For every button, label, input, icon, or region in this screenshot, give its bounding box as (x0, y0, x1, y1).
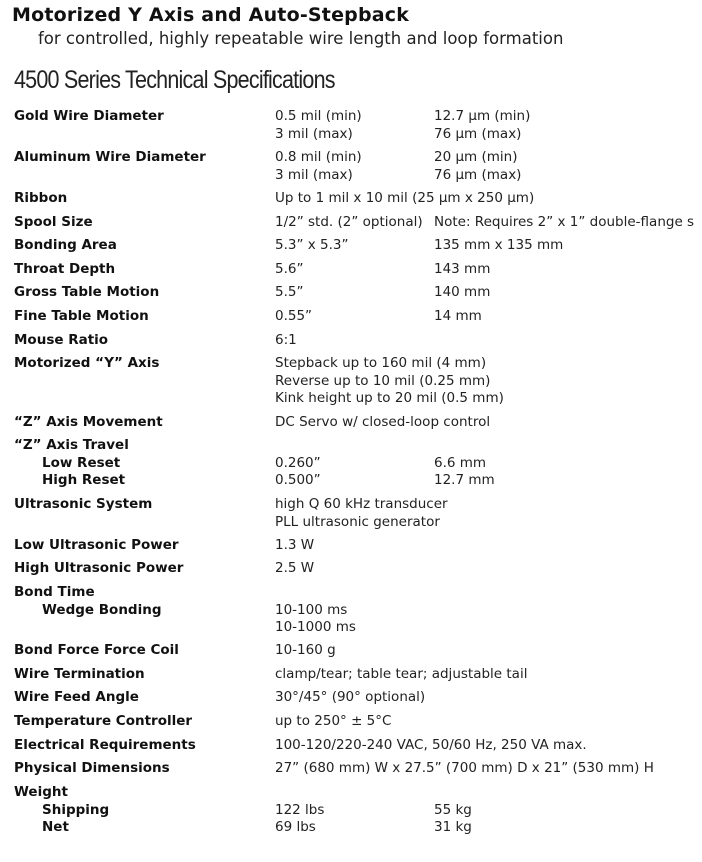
spec-label: Electrical Requirements (14, 737, 196, 753)
spec-value: 27” (680 mm) W x 27.5” (700 mm) D x 21” (530 mm) H (275, 760, 654, 776)
spec-sublabel: Net (42, 819, 69, 835)
spec-sublabel: High Reset (42, 472, 126, 488)
spec-value-metric: 20 µm (min) 76 µm (max) (434, 149, 522, 183)
spec-label: Low Ultrasonic Power (14, 537, 179, 553)
spec-value: 2.5 W (275, 560, 315, 576)
spec-value: 1/2” std. (2” optional) (275, 214, 423, 230)
spec-label: High Ultrasonic Power (14, 560, 184, 576)
spec-value: Stepback up to 160 mil (4 mm) Reverse up to 10 mil (0.25 mm) Kink height up to 20 mil (0.5 mm) (275, 355, 504, 406)
spec-value: clamp/tear; table tear; adjustable tail (275, 666, 528, 682)
spec-label: Wire Termination (14, 666, 145, 682)
spec-value-imperial: 122 lbs 69 lbs (275, 801, 325, 835)
spec-value: Up to 1 mil x 10 mil (25 µm x 250 µm) (275, 190, 535, 206)
spec-label: Bond Time Wedge Bonding (14, 584, 162, 618)
spec-value-metric: 135 mm x 135 mm (434, 237, 564, 253)
spec-label: Mouse Ratio (14, 332, 109, 348)
page-heading: Motorized Y Axis and Auto-Stepback (12, 4, 410, 26)
spec-value: 6:1 (275, 332, 297, 348)
spec-value-imperial: 5.6” (275, 261, 304, 277)
spec-label: “Z” Axis Travel Low Reset High Reset (14, 437, 129, 488)
spec-note: Note: Requires 2” x 1” double-flange s (434, 214, 695, 230)
spec-label: Bond Force Force Coil (14, 642, 179, 658)
spec-value-imperial: 5.3” x 5.3” (275, 237, 349, 253)
spec-value-metric: 143 mm (434, 261, 491, 277)
series-title: 4500 Series Technical Specifications (14, 66, 335, 94)
spec-sublabel: Wedge Bonding (42, 601, 162, 618)
spec-label: Ribbon (14, 190, 68, 206)
spec-value: 10-160 g (275, 642, 336, 658)
spec-value: high Q 60 kHz transducer PLL ultrasonic generator (275, 496, 448, 530)
spec-sublabel: Shipping (42, 801, 110, 818)
spec-value: up to 250° ± 5°C (275, 713, 392, 729)
spec-value-imperial: 0.5 mil (min) 3 mil (max) (275, 108, 362, 142)
spec-label: Fine Table Motion (14, 308, 149, 324)
spec-label: Ultrasonic System (14, 496, 153, 512)
spec-value-metric: 14 mm (434, 308, 482, 324)
spec-value-imperial: 5.5” (275, 284, 304, 300)
spec-value-imperial: 0.55” (275, 308, 313, 324)
spec-label: Motorized “Y” Axis (14, 355, 160, 371)
spec-value-metric: 55 kg 31 kg (434, 801, 472, 835)
spec-label: “Z” Axis Movement (14, 414, 163, 430)
spec-label: Gross Table Motion (14, 284, 160, 300)
spec-value-metric: 140 mm (434, 284, 491, 300)
spec-value: 10-100 ms 10-1000 ms (275, 601, 356, 635)
spec-label: Weight Shipping Net (14, 784, 110, 835)
spec-label: Aluminum Wire Diameter (14, 149, 206, 165)
spec-label: Physical Dimensions (14, 760, 170, 776)
spec-value: 100-120/220-240 VAC, 50/60 Hz, 250 VA max. (275, 737, 587, 753)
page-subheading: for controlled, highly repeatable wire length and loop formation (38, 29, 564, 48)
spec-label: Spool Size (14, 214, 93, 230)
spec-label: Bonding Area (14, 237, 117, 253)
spec-label: Temperature Controller (14, 713, 193, 729)
spec-value-metric: 6.6 mm 12.7 mm (434, 454, 495, 488)
spec-label: Throat Depth (14, 261, 116, 277)
spec-value-imperial: 0.8 mil (min) 3 mil (max) (275, 149, 362, 183)
spec-value: 30°/45° (90° optional) (275, 689, 426, 705)
spec-value: 1.3 W (275, 537, 315, 553)
spec-value: DC Servo w/ closed-loop control (275, 414, 491, 430)
spec-value-metric: 12.7 µm (min) 76 µm (max) (434, 108, 531, 142)
spec-sublabel: Low Reset (42, 454, 121, 471)
spec-label: Wire Feed Angle (14, 689, 139, 705)
spec-label: Gold Wire Diameter (14, 108, 164, 124)
spec-value-imperial: 0.260” 0.500” (275, 454, 321, 488)
